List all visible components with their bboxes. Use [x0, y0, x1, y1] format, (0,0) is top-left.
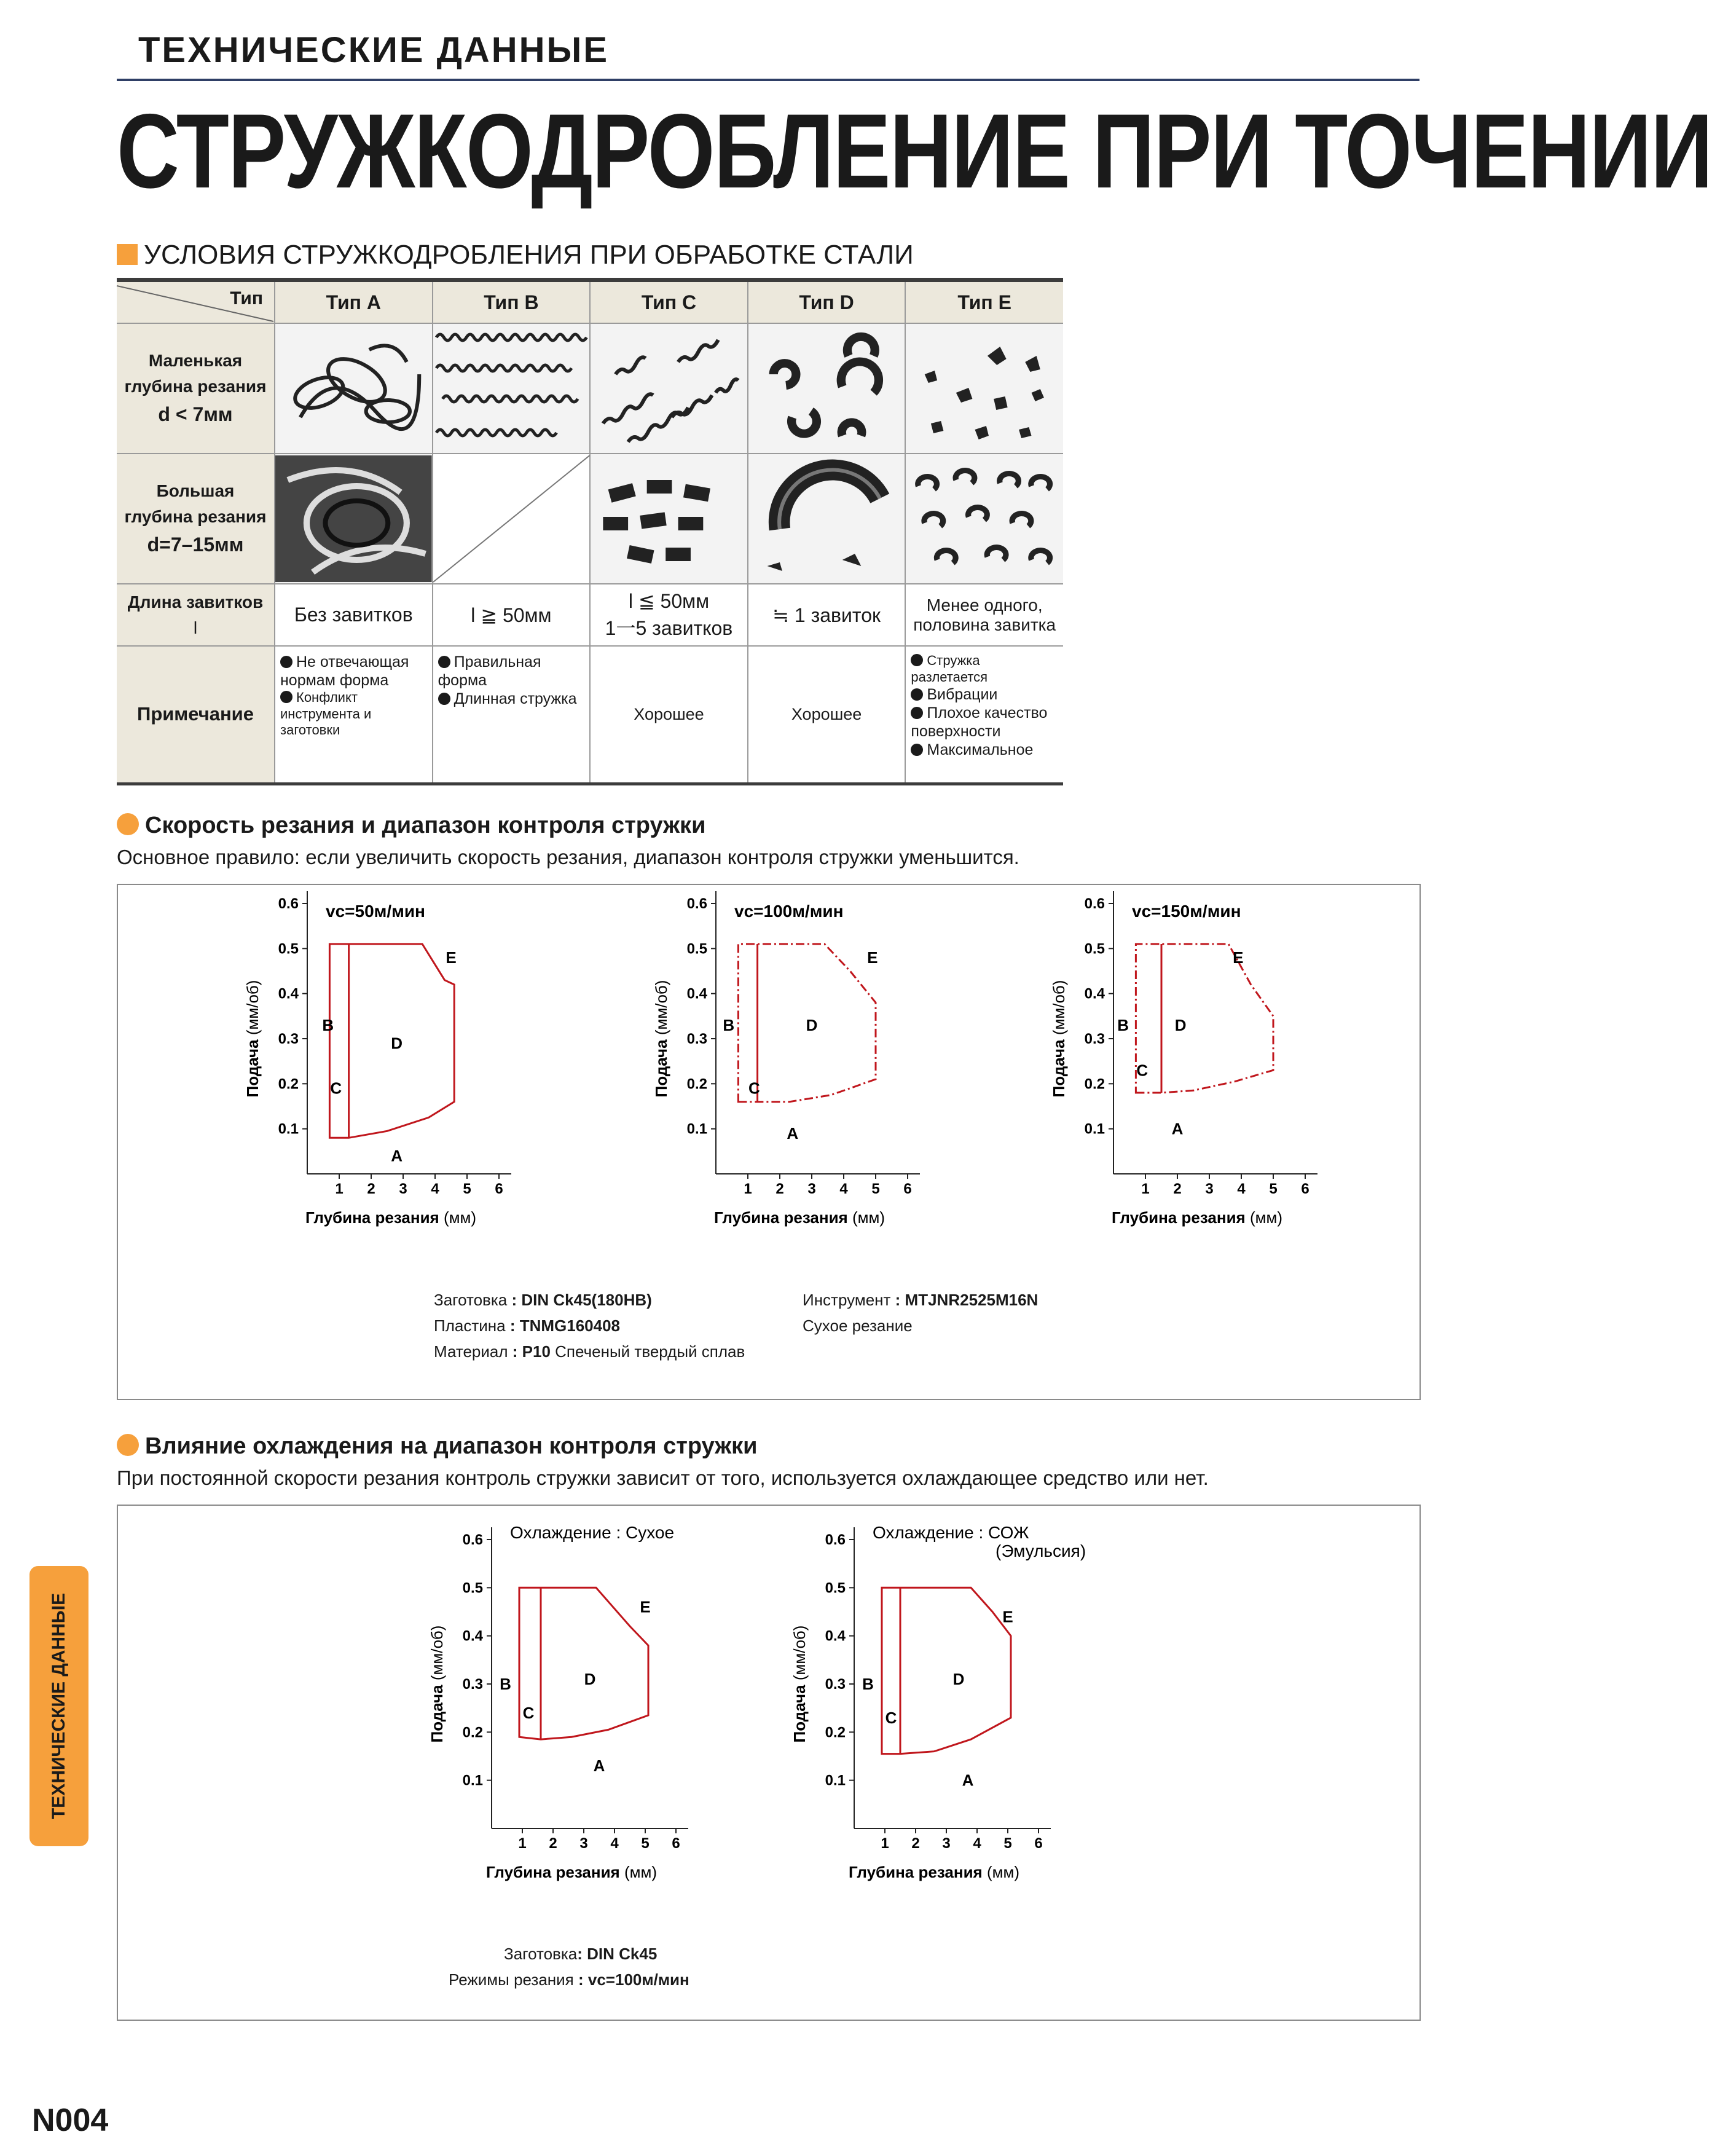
info-value: : MTJNR2525M16N	[895, 1291, 1039, 1309]
y-tick-label: 0.1	[462, 1772, 483, 1789]
y-axis-label	[790, 1626, 809, 1743]
corner-label: Тип	[230, 288, 263, 309]
zone-label-c: C	[885, 1708, 897, 1727]
y-axis-label-text: Подача	[428, 1680, 446, 1743]
x-axis-label	[1112, 1208, 1282, 1227]
chip-photo-e-large	[905, 454, 1063, 584]
bullet-icon	[911, 688, 923, 701]
x-tick-label: 1	[881, 1835, 889, 1852]
type-c-header: Тип C	[590, 280, 748, 324]
x-axis-label-text: Глубина резания	[848, 1863, 987, 1881]
note-text: Не отвечающая нормам форма	[280, 653, 409, 690]
type-d-header: Тип D	[748, 280, 906, 324]
conditions-heading-text: УСЛОВИЯ СТРУЖКОДРОБЛЕНИЯ ПРИ ОБРАБОТКЕ СТАЛИ	[144, 240, 914, 270]
y-tick-label: 0.4	[278, 985, 299, 1002]
x-tick-label: 4	[610, 1835, 619, 1852]
x-tick-label: 6	[672, 1835, 680, 1852]
bullet-icon	[911, 707, 923, 719]
x-axis-label	[849, 1863, 1019, 1881]
zone-label-d: D	[952, 1670, 965, 1689]
y-tick-label: 0.2	[825, 1724, 846, 1741]
y-tick-label: 0.1	[278, 1120, 299, 1138]
header-rule	[117, 79, 1419, 81]
type-b-header: Тип B	[433, 280, 591, 324]
row-header-line: Маленькая	[148, 351, 243, 371]
y-axis-unit: (мм/об)	[652, 980, 670, 1036]
x-tick-label: 3	[1205, 1181, 1214, 1197]
y-tick-label: 0.2	[278, 1076, 299, 1093]
speed-workpiece	[434, 1291, 652, 1310]
zone-label-b: B	[322, 1016, 334, 1034]
info-label: Пластина	[434, 1316, 506, 1335]
chart-vc100	[630, 895, 949, 1260]
x-tick-label: 2	[1173, 1181, 1182, 1197]
zone-label-c: C	[1136, 1061, 1149, 1080]
row-header-line: d < 7мм	[158, 403, 233, 426]
chip-photo-d-large	[748, 454, 906, 584]
y-axis-label-text: Подача	[243, 1035, 262, 1098]
type-b-large-diagonal	[433, 455, 590, 582]
note-c: Хорошее	[590, 646, 748, 784]
chip-photo-e-small	[905, 323, 1063, 454]
note-text: Стружка разлетается	[911, 653, 988, 685]
chip-control-region	[519, 1587, 651, 1739]
y-tick-label: 0.5	[686, 940, 707, 958]
curl-e-line2: половина завитка	[913, 615, 1056, 634]
chip-photo-a-small	[275, 323, 433, 454]
speed-heading-text: Скорость резания и диапазон контроля стружки	[145, 812, 706, 838]
note-text: Конфликт инструмента и заготовки	[280, 690, 372, 738]
speed-material	[434, 1342, 745, 1361]
note-item	[911, 741, 1059, 759]
coolant-description: При постоянной скорости резания контроль стружки зависит от того, используется охлаждающее средство или нет.	[117, 1466, 1209, 1489]
table-corner	[117, 280, 275, 324]
info-label: Режимы резания	[449, 1970, 574, 1989]
zone-label-b: B	[500, 1675, 511, 1693]
type-a-header: Тип A	[275, 280, 433, 324]
y-tick-label: 0.3	[825, 1676, 846, 1693]
speed-description: Основное правило: если увеличить скорость резания, диапазон контроля стружки уменьшится.	[117, 846, 1019, 868]
x-axis-label-text: Глубина резания	[1111, 1208, 1250, 1227]
note-item	[438, 653, 586, 690]
coolant-heading	[117, 1433, 758, 1460]
zone-label-a: A	[962, 1771, 974, 1790]
y-tick-label: 0.4	[825, 1627, 846, 1645]
row-header-line: глубина резания	[124, 377, 267, 396]
chart-vc150	[1027, 895, 1347, 1260]
x-axis-unit: (мм)	[852, 1208, 885, 1227]
y-axis-label	[428, 1626, 446, 1743]
zone-label-e: E	[1002, 1607, 1013, 1626]
chip-photo-b-small	[433, 323, 591, 454]
coolant-mode	[449, 1970, 689, 1989]
chart-title: vc=50м/мин	[326, 902, 425, 921]
chart-title: Охлаждение : СОЖ	[873, 1523, 1029, 1542]
chart-coolant-emulsion	[768, 1523, 1088, 1918]
zone-label-b: B	[862, 1675, 874, 1693]
x-tick-label: 3	[807, 1181, 816, 1197]
chip-photo-c-small-image	[591, 325, 747, 452]
x-axis-unit: (мм)	[624, 1863, 658, 1881]
x-tick-label: 2	[549, 1835, 557, 1852]
y-tick-label: 0.5	[1084, 940, 1105, 958]
type-b-large-empty	[433, 454, 591, 584]
y-axis-label	[652, 980, 670, 1098]
orange-dot-icon	[117, 813, 139, 835]
bullet-icon	[438, 656, 450, 668]
coolant-heading-text: Влияние охлаждения на диапазон контроля стружки	[145, 1433, 758, 1459]
chip-photo-d-small	[748, 323, 906, 454]
curl-c-line2: 1一5 завитков	[605, 616, 733, 639]
zone-label-d: D	[584, 1670, 596, 1689]
x-tick-label: 5	[463, 1181, 471, 1197]
row-header-line: d=7–15мм	[147, 533, 244, 556]
curl-c-line1: l ≦ 50мм	[628, 589, 710, 612]
zone-label-c: C	[522, 1704, 535, 1722]
chip-photo-c-large-image	[591, 455, 747, 582]
x-axis-unit: (мм)	[986, 1863, 1020, 1881]
y-tick-label: 0.2	[462, 1724, 483, 1741]
x-tick-label: 4	[1237, 1181, 1246, 1197]
note-text: Правильная форма	[438, 653, 541, 690]
x-tick-label: 5	[1003, 1835, 1012, 1852]
y-tick-label: 0.3	[278, 1031, 299, 1047]
row-header-line: глубина резания	[124, 507, 267, 527]
page-title: СТРУЖКОДРОБЛЕНИЕ ПРИ ТОЧЕНИИ	[117, 92, 1712, 210]
x-tick-label: 2	[776, 1181, 784, 1197]
info-label: Заготовка	[504, 1945, 578, 1963]
note-a	[275, 646, 433, 784]
note-text: Максимальное	[927, 741, 1034, 759]
note-item	[911, 685, 1059, 704]
x-tick-label: 6	[1034, 1835, 1043, 1852]
chart-subtitle: (Эмульсия)	[995, 1541, 1086, 1560]
note-item	[911, 653, 1059, 685]
bullet-icon	[280, 656, 293, 668]
bullet-icon	[911, 654, 923, 666]
bullet-icon	[911, 744, 923, 756]
y-tick-label: 0.2	[686, 1076, 707, 1093]
chip-photo-a-large	[275, 454, 433, 584]
x-tick-label: 3	[942, 1835, 951, 1852]
chart-vc50	[221, 895, 541, 1260]
zone-label-e: E	[1233, 948, 1244, 967]
x-tick-label: 3	[399, 1181, 407, 1197]
x-tick-label: 1	[744, 1181, 752, 1197]
coolant-workpiece	[504, 1945, 657, 1964]
info-value: : TNMG160408	[509, 1316, 620, 1335]
zone-label-a: A	[1171, 1119, 1184, 1138]
note-e	[905, 646, 1063, 784]
note-text: Длинная стружка	[454, 690, 577, 708]
y-axis-unit: (мм/об)	[243, 980, 262, 1036]
y-axis-unit: (мм/об)	[790, 1625, 809, 1681]
chart-coolant-dry	[406, 1523, 725, 1918]
curl-d: ≒ 1 завиток	[748, 584, 906, 646]
x-tick-label: 4	[839, 1181, 848, 1197]
x-tick-label: 4	[973, 1835, 981, 1852]
zone-label-e: E	[640, 1597, 651, 1616]
y-axis-label	[1050, 980, 1068, 1098]
y-tick-label: 0.1	[825, 1772, 846, 1789]
y-tick-label: 0.1	[686, 1120, 707, 1138]
x-axis-label	[714, 1208, 885, 1227]
zone-label-a: A	[787, 1124, 799, 1143]
x-tick-label: 3	[579, 1835, 588, 1852]
zone-label-c: C	[748, 1079, 760, 1098]
y-tick-label: 0.5	[462, 1580, 483, 1597]
y-tick-label: 0.6	[825, 1532, 846, 1548]
y-axis-label-text: Подача	[790, 1680, 809, 1743]
y-tick-label: 0.3	[686, 1031, 707, 1047]
zone-label-e: E	[867, 948, 878, 967]
x-tick-label: 5	[871, 1181, 880, 1197]
chart-title: Охлаждение : Сухое	[510, 1523, 675, 1542]
page-number: N004	[32, 2103, 109, 2138]
info-value: : P10	[512, 1342, 551, 1361]
orange-square-icon	[117, 244, 138, 265]
x-tick-label: 4	[431, 1181, 439, 1197]
zone-label-c: C	[330, 1079, 342, 1098]
speed-tool	[803, 1291, 1038, 1310]
note-text: Плохое качество поверхности	[911, 704, 1048, 741]
y-tick-label: 0.4	[686, 985, 707, 1002]
zone-label-a: A	[593, 1757, 605, 1776]
x-tick-label: 1	[1141, 1181, 1150, 1197]
zone-label-a: A	[391, 1146, 402, 1165]
bullet-icon	[438, 693, 450, 705]
chip-photo-c-large	[590, 454, 748, 584]
y-axis-unit: (мм/об)	[428, 1625, 446, 1681]
conditions-heading	[117, 240, 914, 270]
speed-insert	[434, 1316, 620, 1336]
x-tick-label: 2	[367, 1181, 375, 1197]
x-tick-label: 6	[1301, 1181, 1310, 1197]
speed-heading	[117, 812, 705, 839]
x-tick-label: 6	[495, 1181, 503, 1197]
chip-photo-d-large-image	[748, 455, 905, 582]
chart-title: vc=150м/мин	[1132, 902, 1241, 921]
row-header-note: Примечание	[117, 646, 275, 784]
note-item	[280, 653, 428, 690]
chip-conditions-table	[117, 278, 1063, 785]
orange-dot-icon	[117, 1434, 139, 1456]
type-e-header: Тип E	[905, 280, 1063, 324]
y-tick-label: 0.5	[825, 1580, 846, 1597]
side-tab-text: ТЕХНИЧЕСКИЕ ДАННЫЕ	[49, 1592, 69, 1820]
chip-photo-b-small-image	[433, 325, 590, 452]
y-tick-label: 0.3	[1084, 1031, 1105, 1047]
note-item	[280, 690, 428, 738]
zone-label-d: D	[806, 1016, 818, 1034]
y-tick-label: 0.2	[1084, 1076, 1105, 1093]
y-tick-label: 0.6	[686, 895, 707, 912]
curl-e-line1: Менее одного,	[926, 595, 1043, 615]
note-item	[438, 690, 586, 708]
info-label: Материал	[434, 1342, 508, 1361]
chip-control-region	[1136, 944, 1273, 1093]
y-axis-label-text: Подача	[652, 1035, 670, 1098]
curl-b: l ≧ 50мм	[433, 584, 591, 646]
zone-label-d: D	[1174, 1016, 1187, 1034]
zone-label-b: B	[723, 1016, 735, 1034]
y-tick-label: 0.6	[462, 1532, 483, 1548]
zone-label-b: B	[1117, 1016, 1129, 1034]
row-header-line: l	[193, 618, 198, 637]
section-title: ТЕХНИЧЕСКИЕ ДАННЫЕ	[138, 30, 610, 70]
bullet-icon	[280, 691, 293, 703]
curl-e	[905, 584, 1063, 646]
x-axis-label	[486, 1863, 657, 1881]
info-value: : vc=100м/мин	[578, 1970, 689, 1989]
note-d: Хорошее	[748, 646, 906, 784]
side-tab-label	[29, 1566, 88, 1846]
speed-dry: Сухое резание	[803, 1316, 913, 1335]
chip-photo-d-small-image	[748, 325, 905, 452]
info-label: Заготовка	[434, 1291, 508, 1309]
x-tick-label: 6	[903, 1181, 912, 1197]
y-tick-label: 0.4	[462, 1627, 483, 1645]
note-text: Вибрации	[927, 686, 998, 704]
x-tick-label: 1	[335, 1181, 344, 1197]
chip-photo-e-large-image	[906, 455, 1063, 582]
x-tick-label: 1	[518, 1835, 527, 1852]
row-header-line: Большая	[156, 481, 235, 501]
row-header-curl-length	[117, 584, 275, 646]
x-axis-label-text: Глубина резания	[485, 1863, 624, 1881]
chip-photo-c-small	[590, 323, 748, 454]
x-axis-label-text: Глубина резания	[713, 1208, 852, 1227]
info-value: : DIN Ck45(180HB)	[511, 1291, 652, 1309]
y-tick-label: 0.3	[462, 1676, 483, 1693]
info-label: Инструмент	[803, 1291, 891, 1309]
curl-a: Без завитков	[275, 584, 433, 646]
y-tick-label: 0.5	[278, 940, 299, 958]
note-b	[433, 646, 591, 784]
y-tick-label: 0.6	[1084, 895, 1105, 912]
y-axis-label	[243, 980, 262, 1098]
row-header-small-depth	[117, 323, 275, 454]
y-tick-label: 0.6	[278, 895, 299, 912]
x-axis-unit: (мм)	[1249, 1208, 1283, 1227]
x-axis-unit: (мм)	[443, 1208, 477, 1227]
row-header-line: Длина завитков	[127, 592, 264, 612]
chip-photo-a-small-image	[275, 325, 432, 452]
chip-photo-a-large-image	[275, 455, 432, 582]
y-axis-label-text: Подача	[1050, 1035, 1068, 1098]
chart-title: vc=100м/мин	[734, 902, 844, 921]
x-axis-label	[305, 1208, 476, 1227]
x-axis-label-text: Глубина резания	[305, 1208, 444, 1227]
info-value: : DIN Ck45	[577, 1945, 658, 1963]
info-value: Спеченый твердый сплав	[555, 1342, 745, 1361]
note-item	[911, 704, 1059, 741]
x-tick-label: 5	[1269, 1181, 1278, 1197]
zone-label-e: E	[446, 948, 457, 967]
x-tick-label: 2	[911, 1835, 920, 1852]
zone-label-d: D	[391, 1034, 402, 1053]
y-axis-unit: (мм/об)	[1050, 980, 1068, 1036]
x-tick-label: 5	[641, 1835, 650, 1852]
y-tick-label: 0.1	[1084, 1120, 1105, 1138]
y-tick-label: 0.4	[1084, 985, 1105, 1002]
chip-photo-e-small-image	[906, 325, 1063, 452]
curl-c	[590, 584, 748, 646]
row-header-large-depth	[117, 454, 275, 584]
